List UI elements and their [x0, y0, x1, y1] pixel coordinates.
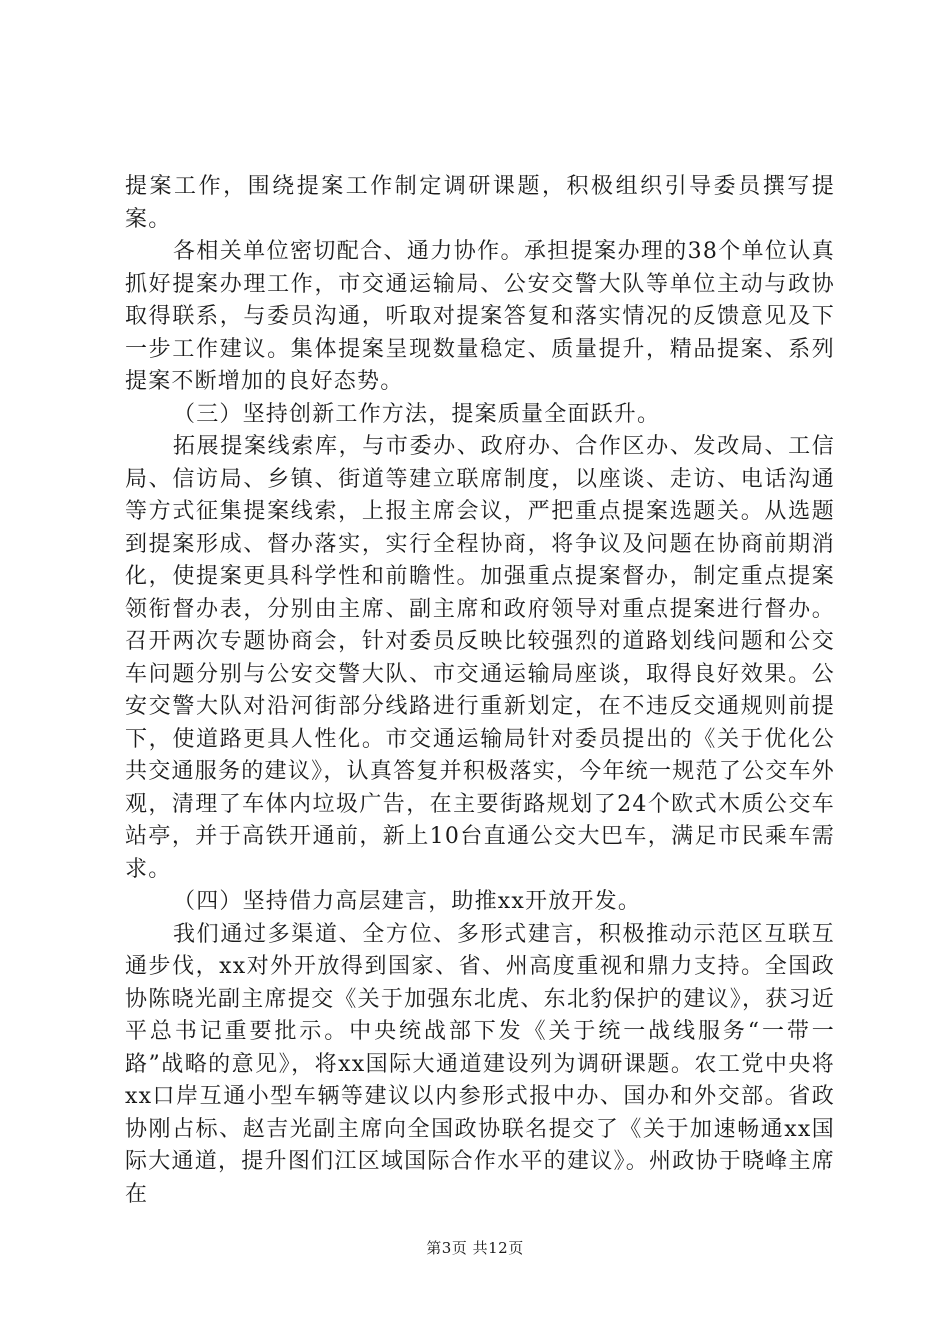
section-heading-four: （四）坚持借力高层建言，助推xx开放开发。 [173, 889, 642, 914]
paragraph-proposal-clues: 拓展提案线索库，与市委办、政府办、合作区办、发改局、工信局、信访局、乡镇、街道等建立联席制度，以座谈、走访、电话沟通等方式征集提案线索，上报主席会议，严把重点提案选题关。从选题到提案形成、督办落实，实行全程协商，将争议及问题在协商前期消化，使提案更具科学性和前瞻性。加强重点提案督办，制定重点提案领衔督办表，分别由主席、副主席和政府领导对重点提案进行督办。召开两次专题协商会，针对委员反映比较强烈的道路划线问题和公交车问题分别与公安交警大队、市交通运输局座谈，取得良好效果。公安交警大队对沿河街部分线路进行重新划定，在不违反交通规则前提下，使道路更具人性化。市交通运输局针对委员提出的《关于优化公共交通服务的建议》，认真答复并积极落实，今年统一规范了公交车外观，清理了车体内垃圾广告，在主要街路规划了24个欧式木质公交车站亭，并于高铁开通前，新上10台直通公交大巴车，满足市民乘车需求。 [125, 434, 835, 882]
paragraph-high-level-advice: 我们通过多渠道、全方位、多形式建言，积极推动示范区互联互通步伐，xx对外开放得到国家、省、州高度重视和鼎力支持。全国政协陈晓光副主席提交《关于加强东北虎、东北豹保护的建议》，获习近平总书记重要批示。中央统战部下发《关于统一战线服务“一带一路”战略的意见》，将xx国际大通道建设列为调研课题。农工党中央将xx口岸互通小型车辆等建议以内参形式报中办、国办和外交部。省政协刚占标、赵吉光副主席向全国政协联名提交了《关于加速畅通xx国际大通道，提升图们江区域国际合作水平的建议》。州政协于晓峰主席在 [125, 921, 835, 1207]
paragraph-continuation: 提案工作，围绕提案工作制定调研课题，积极组织引导委员撰写提案。 [125, 174, 835, 232]
section-heading-three: （三）坚持创新工作方法，提案质量全面跃升。 [173, 401, 661, 427]
paragraph-cooperation: 各相关单位密切配合、通力协作。承担提案办理的38个单位认真抓好提案办理工作，市交通运输局、公安交警大队等单位主动与政协取得联系，与委员沟通，听取对提案答复和落实情况的反馈意见及下一步工作建议。集体提案呈现数量稳定、质量提升，精品提案、系列提案不断增加的良好态势。 [125, 239, 835, 394]
page-footer: 第3页 共12页 [426, 1239, 524, 1257]
document-body [125, 171, 835, 1211]
